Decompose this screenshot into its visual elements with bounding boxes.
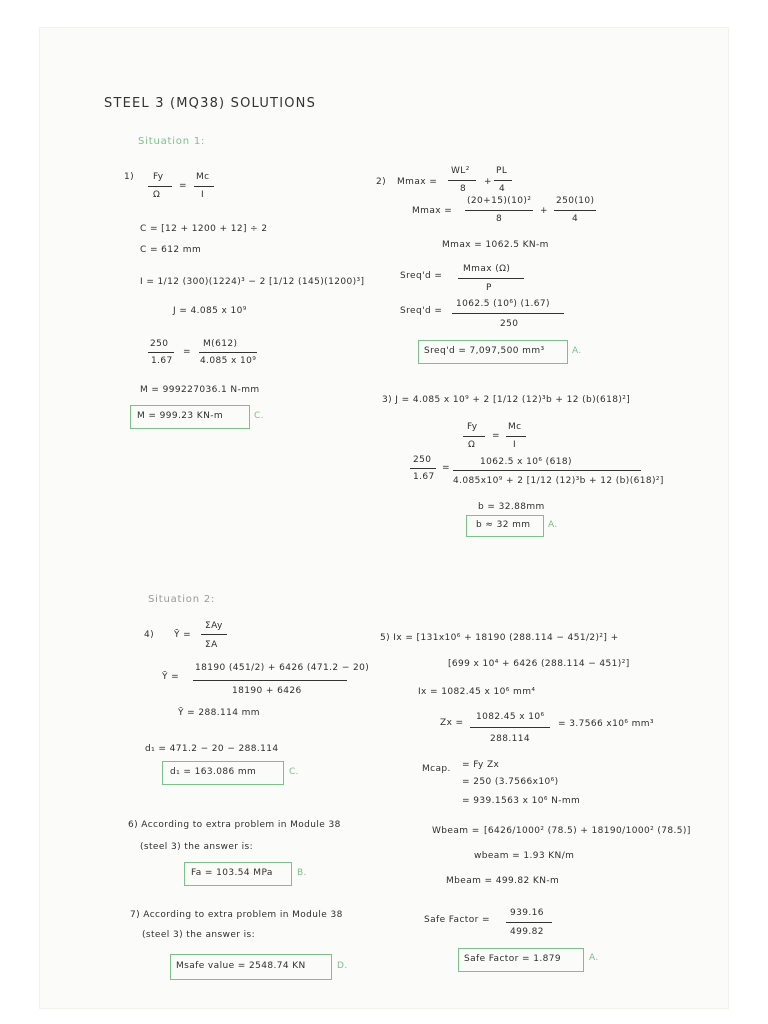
problem-3-omega: Ω [468, 440, 476, 450]
problem-6-answer: Fa = 103.54 MPa [191, 868, 273, 878]
fraction-bar [448, 180, 476, 181]
situation-2-heading: Situation 2: [148, 594, 216, 605]
problem-2-sreq2-den: 250 [500, 319, 519, 329]
problem-5-choice: A. [589, 953, 599, 963]
problem-1-choice: C. [254, 411, 264, 421]
problem-2-sreq-left: Sreq'd = [400, 271, 443, 281]
fraction-bar [410, 468, 436, 469]
problem-3-ratio-rnum: 1062.5 x 10⁶ (618) [480, 457, 572, 467]
problem-2-sub-den2: 4 [572, 214, 579, 224]
fraction-bar [554, 210, 596, 211]
problem-4-sum-ay: ΣAy [205, 621, 223, 631]
fraction-bar [194, 186, 214, 187]
problem-2-pl: PL [496, 166, 508, 176]
problem-2-wl2: WL² [451, 166, 470, 176]
problem-5-mcap-label: Mcap. [422, 764, 451, 774]
problem-1-answer: M = 999.23 KN-m [137, 411, 224, 421]
problem-5-zx-den: 288.114 [490, 734, 531, 744]
problem-5-wbeam-label: Wbeam = [432, 826, 480, 836]
fraction-bar [470, 727, 550, 728]
fraction-bar [506, 922, 552, 923]
problem-4-ybar2-left: Ȳ = [162, 672, 180, 682]
problem-2-sub-num2: 250(10) [556, 196, 595, 206]
problem-1-fy: Fy [153, 172, 164, 182]
fraction-bar [148, 186, 172, 187]
problem-5-wbeam-expr: [6426/1000² (78.5) + 18190/1000² (78.5)] [484, 826, 691, 836]
fraction-bar [201, 634, 227, 635]
solution-paper [40, 28, 728, 1008]
fraction-bar [453, 470, 641, 471]
problem-3-b-value: b = 32.88mm [478, 502, 545, 512]
problem-1-c-value: C = 612 mm [140, 245, 202, 255]
problem-1-omega: Ω [153, 190, 161, 200]
problem-5-safe-num: 939.16 [510, 908, 544, 918]
fraction-bar [193, 680, 347, 681]
fraction-bar [199, 352, 257, 353]
problem-6-line1: 6) According to extra problem in Module 38 [128, 820, 341, 830]
problem-1-i: I [201, 190, 205, 200]
problem-1-c-line: C = [12 + 1200 + 12] ÷ 2 [140, 224, 268, 234]
page-title: STEEL 3 (MQ38) SOLUTIONS [104, 96, 317, 111]
problem-2-line1-left: Mmax = [397, 177, 438, 187]
problem-5-ix-line1: 5) Ix = [131x10⁶ + 18190 (288.114 − 451/2)²] + [380, 633, 619, 643]
problem-2-choice: A. [572, 346, 582, 356]
problem-4-ybar2-num: 18190 (451/2) + 6426 (471.2 − 20) [195, 663, 370, 673]
problem-3-choice: A. [548, 520, 558, 530]
problem-1-ratio-rnum: M(612) [203, 339, 238, 349]
problem-2-answer: Sreq'd = 7,097,500 mm³ [424, 346, 545, 356]
problem-5-zx-num: 1082.45 x 10⁶ [476, 712, 545, 722]
problem-1-ratio-num: 250 [150, 339, 169, 349]
problem-2-line2-left: Mmax = [412, 206, 453, 216]
problem-2-number: 2) [376, 177, 387, 187]
fraction-bar [506, 436, 526, 437]
problem-1-ratio-den: 1.67 [151, 356, 173, 366]
problem-5-ix-value: Ix = 1082.45 x 10⁶ mm⁴ [418, 687, 536, 697]
problem-4-ybar-value: Ȳ = 288.114 mm [178, 708, 260, 718]
problem-5-zx-left: Zx = [440, 718, 464, 728]
problem-2-8: 8 [460, 184, 467, 194]
problem-2-sub-den1: 8 [496, 214, 503, 224]
problem-3-ratio-den: 1.67 [413, 472, 435, 482]
problem-5-safe-den: 499.82 [510, 927, 544, 937]
problem-5-ix-line2: [699 x 10⁴ + 6426 (288.114 − 451)²] [448, 659, 630, 669]
problem-3-i: I [513, 440, 517, 450]
problem-2-sreq-num: Mmax (Ω) [463, 264, 511, 274]
problem-4-choice: C. [289, 767, 299, 777]
fraction-bar [463, 436, 485, 437]
problem-5-mbeam: Mbeam = 499.82 KN-m [446, 876, 560, 886]
fraction-bar [452, 313, 564, 314]
problem-6-line2: (steel 3) the answer is: [140, 842, 254, 852]
problem-7-line1: 7) According to extra problem in Module 38 [130, 910, 343, 920]
problem-5-mcap-1: = Fy Zx [462, 760, 500, 770]
problem-2-sub-num1: (20+15)(10)² [467, 196, 532, 206]
problem-1-inertia-value: J = 4.085 x 10⁹ [173, 306, 247, 316]
problem-2-sreq-den: P [486, 283, 492, 293]
problem-3-mc: Mc [508, 422, 522, 432]
problem-4-ybar2-den: 18190 + 6426 [232, 686, 302, 696]
problem-3-answer: b ≈ 32 mm [476, 520, 531, 530]
problem-5-wbeam-result: wbeam = 1.93 KN/m [474, 851, 575, 861]
problem-7-answer: Msafe value = 2548.74 KN [176, 961, 306, 971]
problem-4-number: 4) [144, 630, 155, 640]
fraction-bar [465, 210, 533, 211]
problem-6-choice: B. [297, 868, 307, 878]
problem-2-sub-plus: + [540, 206, 548, 216]
problem-3-ratio-num: 250 [413, 455, 432, 465]
problem-2-sreq2-num: 1062.5 (10⁶) (1.67) [456, 299, 550, 309]
problem-1-moment: M = 999227036.1 N-mm [140, 385, 260, 395]
problem-4-d1-expr: d₁ = 471.2 − 20 − 288.114 [145, 744, 279, 754]
problem-4-sum-a: ΣA [205, 640, 218, 650]
problem-1-equals: = [179, 181, 187, 191]
problem-5-safe-label: Safe Factor = [424, 915, 490, 925]
problem-1-number: 1) [124, 172, 135, 182]
fraction-bar [148, 352, 174, 353]
problem-7-line2: (steel 3) the answer is: [142, 930, 256, 940]
problem-1-inertia-expr: I = 1/12 (300)(1224)³ − 2 [1/12 (145)(1200)³] [140, 277, 365, 287]
problem-2-4: 4 [499, 184, 506, 194]
situation-1-heading: Situation 1: [138, 136, 206, 147]
problem-2-mmax: Mmax = 1062.5 KN-m [442, 240, 549, 250]
problem-1-ratio-rden: 4.085 x 10⁹ [200, 356, 257, 366]
problem-4-answer: d₁ = 163.086 mm [170, 767, 257, 777]
problem-5-mcap-2: = 250 (3.7566x10⁶) [462, 777, 559, 787]
problem-7-choice: D. [337, 961, 348, 971]
problem-5-zx-result: = 3.7566 x10⁶ mm³ [558, 719, 654, 729]
problem-3-ratio-rden: 4.085x10⁹ + 2 [1/12 (12)³b + 12 (b)(618)²] [453, 476, 664, 486]
fraction-bar [458, 278, 524, 279]
problem-1-ratio-equals: = [183, 347, 191, 357]
problem-4-ybar-left: Ȳ = [174, 630, 192, 640]
problem-5-answer: Safe Factor = 1.879 [464, 954, 561, 964]
problem-3-inertia: 3) J = 4.085 x 10⁹ + 2 [1/12 (12)³b + 12 (b)(618)²] [382, 395, 631, 405]
fraction-bar [494, 180, 512, 181]
problem-2-plus: + [484, 177, 492, 187]
problem-2-sreq2-left: Sreq'd = [400, 306, 443, 316]
problem-3-ratio-equals: = [442, 463, 450, 473]
problem-3-fy: Fy [467, 422, 478, 432]
problem-3-equals: = [492, 431, 500, 441]
problem-1-mc: Mc [196, 172, 210, 182]
problem-5-mcap-3: = 939.1563 x 10⁶ N-mm [462, 796, 581, 806]
